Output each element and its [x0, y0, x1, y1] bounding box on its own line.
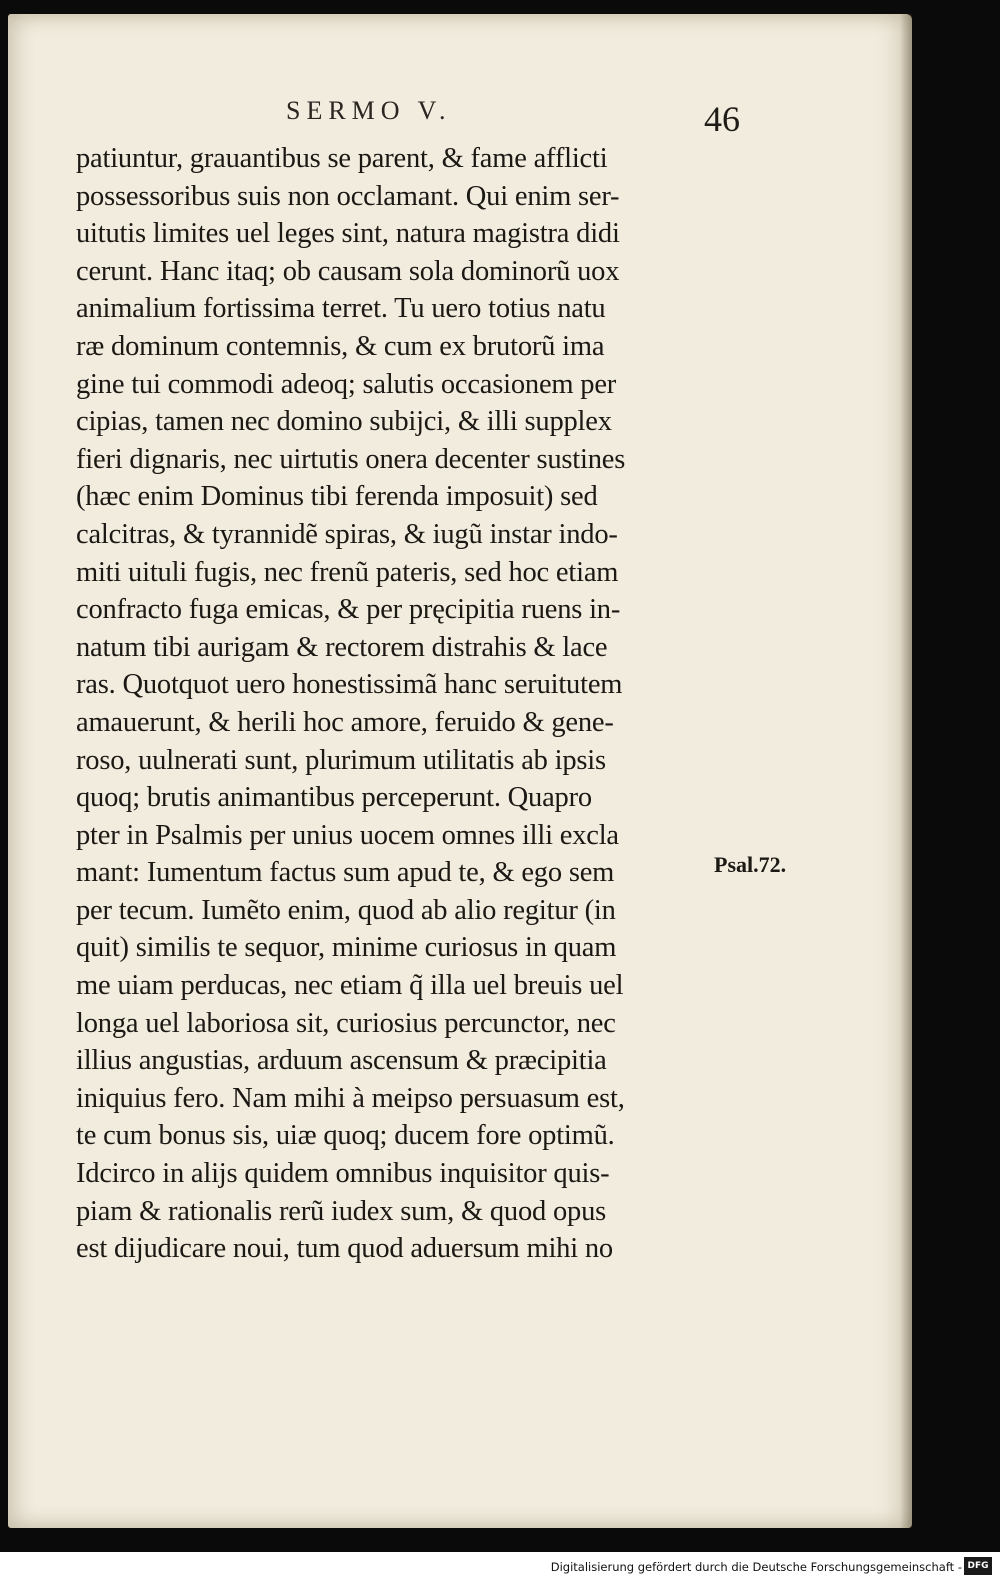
- page-number: 46: [704, 99, 740, 139]
- text-line: (hæc enim Dominus tibi ferenda imposuit) sed: [76, 481, 598, 513]
- text-line: mant: Iumentum factus sum apud te, & ego sem: [76, 857, 615, 889]
- text-line: cipias, tamen nec domino subijci, & illi supplex: [76, 406, 612, 438]
- text-line: cerunt. Hanc itaq; ob causam sola dominorũ uox: [76, 255, 620, 287]
- book-page: [8, 14, 912, 1528]
- text-line: iniquius fero. Nam mihi à meipso persuasum est,: [76, 1082, 625, 1114]
- text-line: pter in Psalmis per unius uocem omnes illi excla: [76, 819, 619, 851]
- text-line: miti uituli fugis, nec frenũ pateris, sed hoc etiam: [76, 556, 619, 588]
- text-line: quit) similis te sequor, minime curiosus in quam: [76, 932, 617, 964]
- text-line: Idcirco in alijs quidem omnibus inquisitor quis-: [76, 1158, 610, 1190]
- text-line: est dijudicare noui, tum quod aduersum mihi no: [76, 1233, 613, 1265]
- text-line: per tecum. Iumẽto enim, quod ab alio regitur (in: [76, 894, 616, 926]
- text-line: illius angustias, arduum ascensum & præcipitia: [76, 1045, 607, 1077]
- text-line: patiuntur, grauantibus se parent, & fame afflicti: [76, 143, 608, 174]
- text-line: te cum bonus sis, uiæ quoq; ducem fore optimũ.: [76, 1120, 615, 1152]
- text-line: calcitras, & tyrannidẽ spiras, & iugũ instar indo-: [76, 518, 618, 550]
- text-line: ræ dominum contemnis, & cum ex brutorũ ima: [76, 330, 605, 362]
- footer-credit: Digitalisierung gefördert durch die Deutsche Forschungsgemeinschaft -: [550, 1560, 962, 1574]
- text-line: piam & rationalis rerũ iudex sum, & quod opus: [76, 1195, 607, 1227]
- text-line: quoq; brutis animantibus perceperunt. Quapro: [76, 782, 592, 814]
- text-line: ras. Quotquot uero honestissimã hanc seruitutem: [76, 669, 623, 701]
- text-line: fieri dignaris, nec uirtutis onera decenter sustines: [76, 443, 626, 475]
- text-line: me uiam perducas, nec etiam q̃ illa uel breuis uel: [76, 970, 624, 1002]
- text-line: roso, uulnerati sunt, plurimum utilitatis ab ipsis: [76, 744, 606, 776]
- dfg-logo-icon: DFG: [964, 1557, 992, 1575]
- text-line: gine tui commodi adeoq; salutis occasionem per: [76, 368, 617, 400]
- text-line: animalium fortissima terret. Tu uero totius natu: [76, 293, 606, 325]
- text-line: natum tibi aurigam & rectorem distrahis & lace: [76, 631, 608, 663]
- text-line: confracto fuga emicas, & per pręcipitia ruens in-: [76, 594, 621, 626]
- text-line: amauerunt, & herili hoc amore, feruido & gene-: [76, 706, 614, 738]
- text-line: uitutis limites uel leges sint, natura magistra didi: [76, 218, 620, 250]
- text-line: possessoribus suis non occlamant. Qui enim ser-: [76, 180, 620, 212]
- marginal-note: Psal.72.: [714, 852, 787, 877]
- running-head: SERMO V.: [286, 96, 452, 125]
- text-line: longa uel laboriosa sit, curiosius percunctor, nec: [76, 1007, 616, 1039]
- body-text: [76, 140, 736, 1268]
